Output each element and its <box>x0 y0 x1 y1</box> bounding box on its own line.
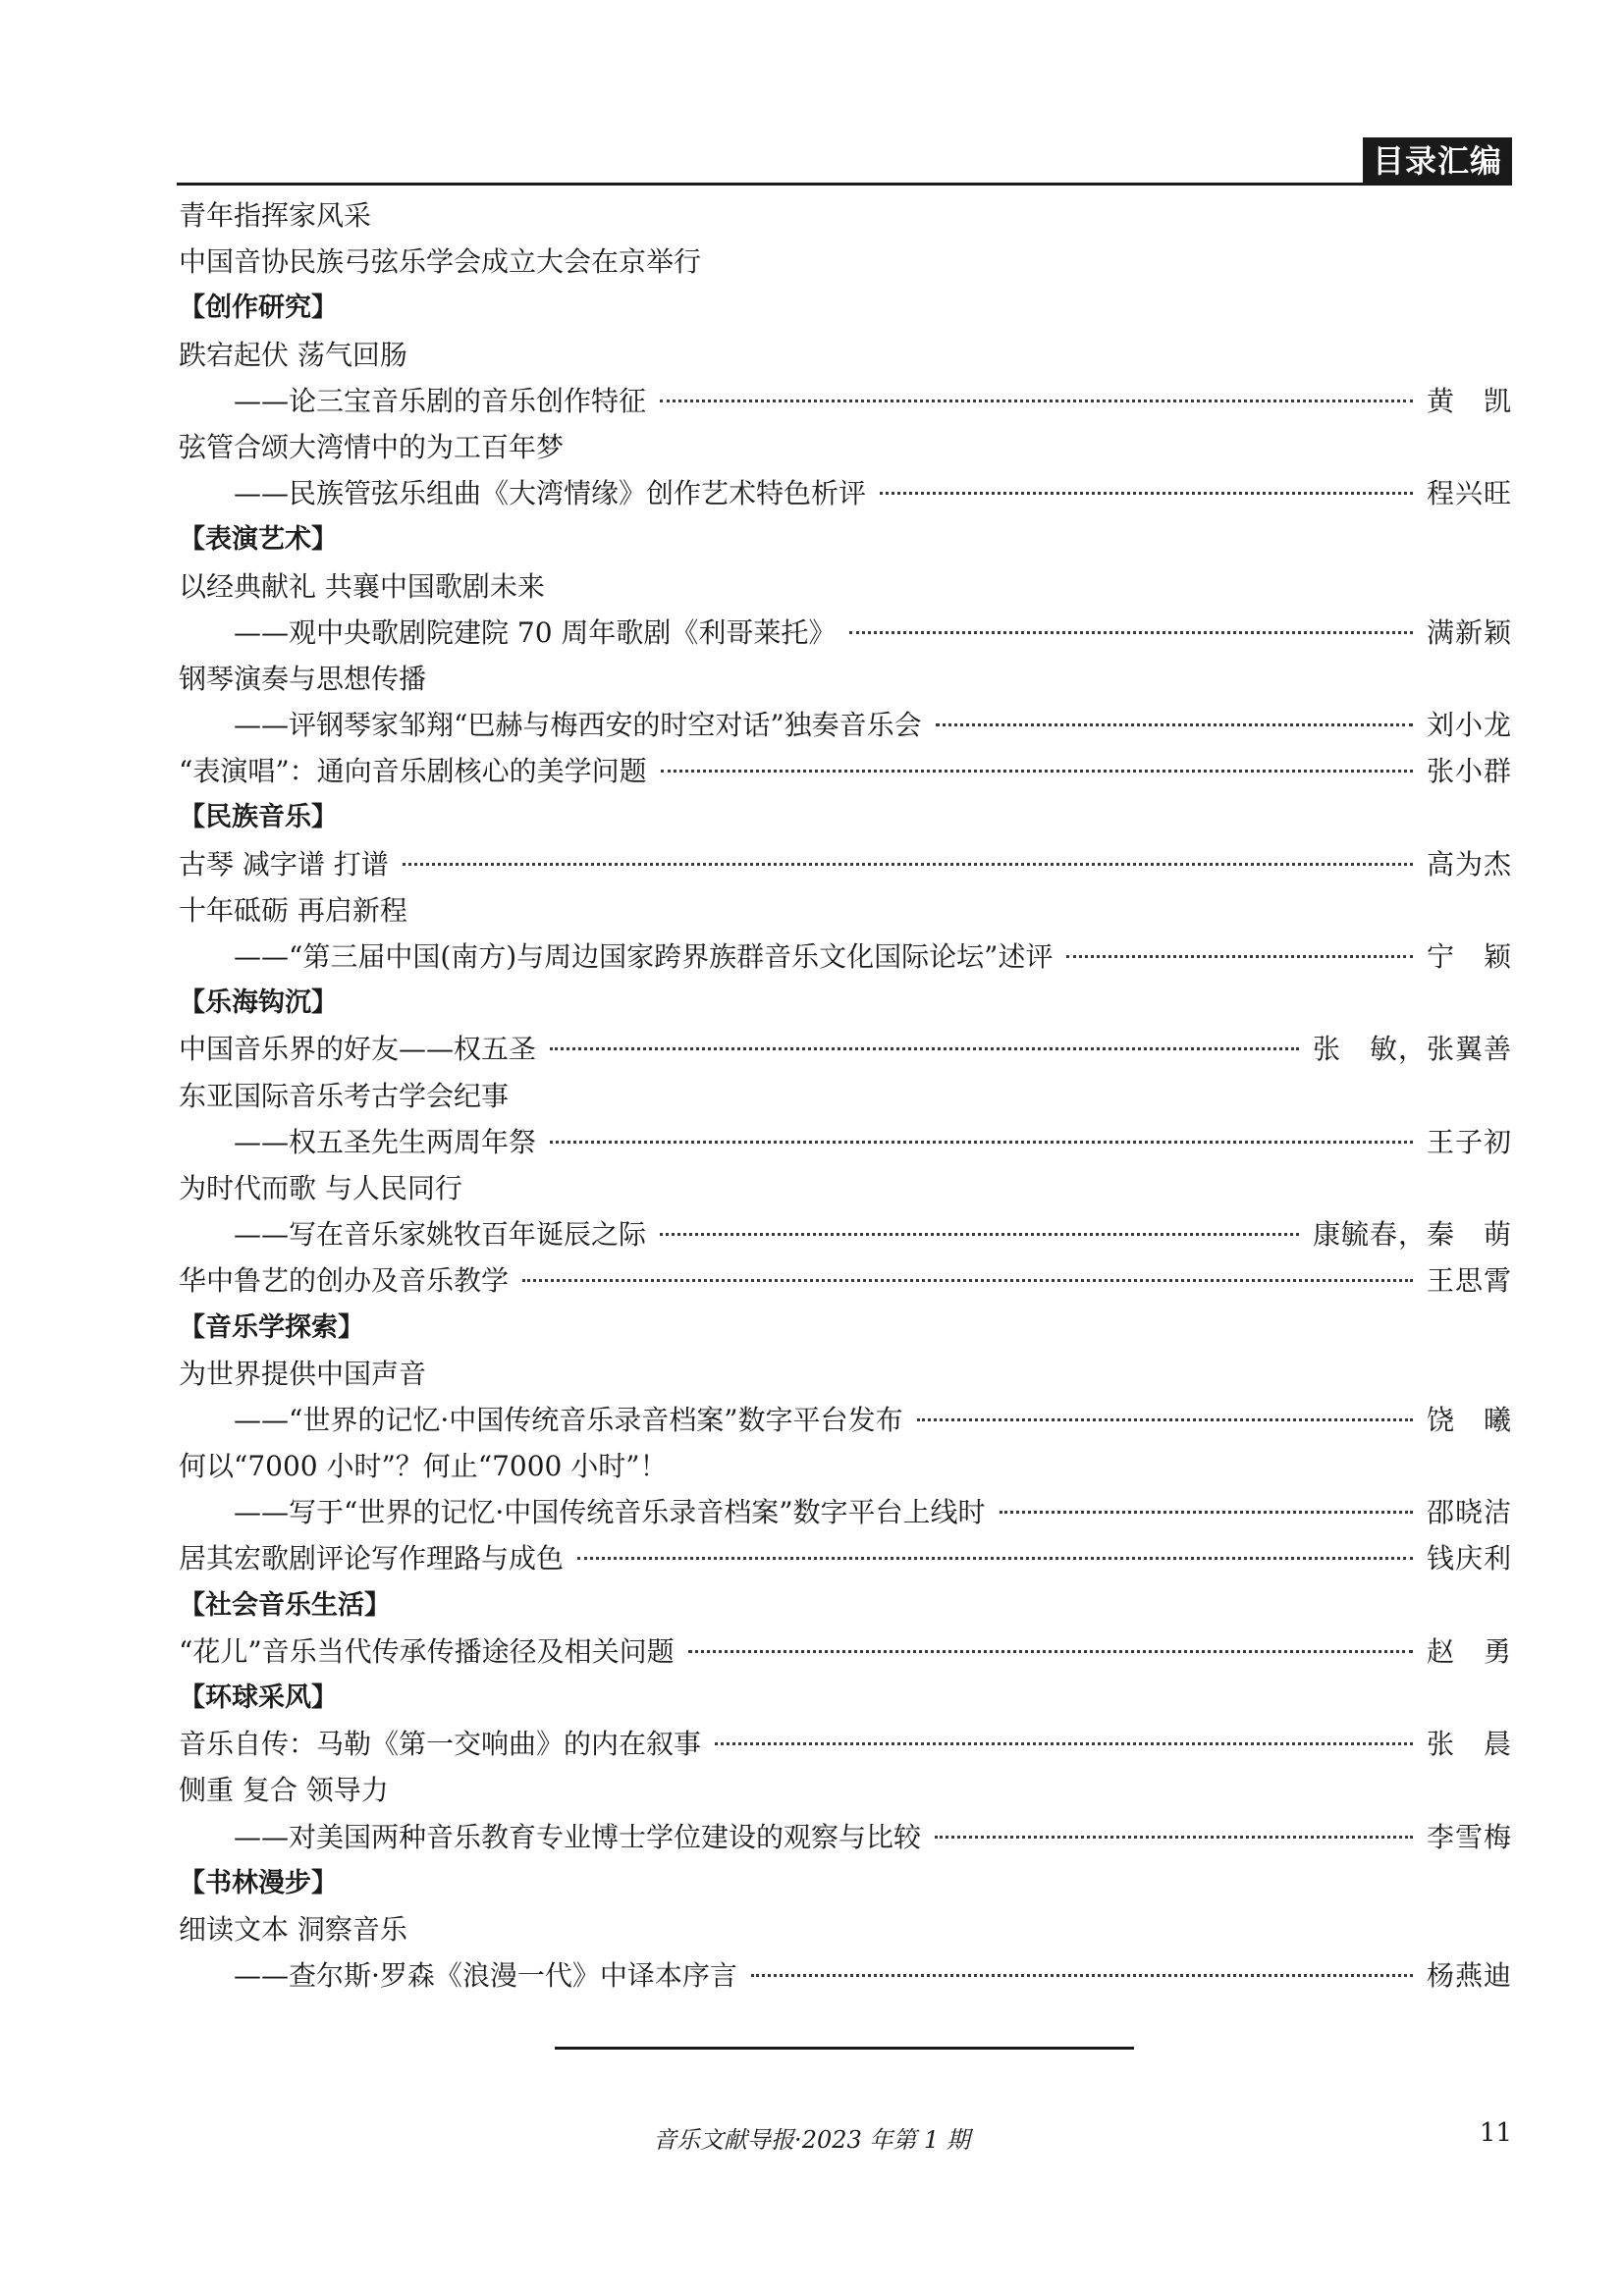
entry-title: 华中鲁艺的创办及音乐教学 <box>179 1264 510 1298</box>
toc-entry <box>179 1073 1512 1119</box>
entry-author: 满新颖 <box>1426 615 1512 649</box>
toc-entry <box>179 1026 1512 1072</box>
entry-title: 细读文本 洞察音乐 <box>179 1912 407 1946</box>
toc-entry <box>179 1721 1512 1767</box>
entry-author: 高为杰 <box>1426 847 1512 881</box>
dot-leader <box>880 475 1413 503</box>
dot-leader <box>1066 938 1413 966</box>
header-rule <box>177 183 1512 186</box>
entry-author: 饶 曦 <box>1426 1403 1512 1436</box>
dot-leader <box>715 1726 1413 1753</box>
entry-author: 程兴旺 <box>1426 477 1512 510</box>
section-heading <box>179 1675 1512 1721</box>
entry-author: 张 敏，张翼善 <box>1312 1033 1512 1066</box>
entry-author: 刘小龙 <box>1426 709 1512 742</box>
entry-title: ——“世界的记忆·中国传统音乐录音档案”数字平台发布 <box>179 1403 903 1436</box>
page-number: 11 <box>1479 2118 1512 2148</box>
section-title: 【创作研究】 <box>179 293 338 324</box>
dot-leader <box>1000 1494 1413 1522</box>
entry-title: ——论三宝音乐剧的音乐创作特征 <box>179 384 647 417</box>
dot-leader <box>849 614 1413 642</box>
entry-author: 邵晓洁 <box>1426 1496 1512 1529</box>
section-title: 【社会音乐生活】 <box>179 1589 391 1621</box>
toc-entry <box>179 563 1512 610</box>
toc-entry <box>179 470 1512 516</box>
dot-leader <box>935 1819 1413 1846</box>
entry-title: 十年砥砺 再启新程 <box>179 893 407 927</box>
dot-leader <box>522 1262 1413 1290</box>
entry-title: 为时代而歌 与人民同行 <box>179 1171 462 1204</box>
entry-title: 侧重 复合 领导力 <box>179 1774 389 1807</box>
toc-entry <box>179 1397 1512 1443</box>
entry-title: 东亚国际音乐考古学会纪事 <box>179 1079 510 1112</box>
section-heading <box>179 285 1512 331</box>
toc-entry <box>179 887 1512 934</box>
dot-leader <box>936 707 1413 734</box>
entry-title: “表演唱”：通向音乐剧核心的美学问题 <box>179 755 647 788</box>
toc-entry <box>179 656 1512 702</box>
toc-entry <box>179 702 1512 748</box>
entry-author: 黄 凯 <box>1426 384 1512 417</box>
toc-entry <box>179 1814 1512 1860</box>
toc-entry <box>179 1351 1512 1397</box>
toc-entry <box>179 192 1512 239</box>
dot-leader <box>660 383 1413 410</box>
dot-leader <box>917 1402 1413 1429</box>
section-title: 【民族音乐】 <box>179 802 338 833</box>
dot-leader <box>577 1540 1413 1568</box>
toc-entry <box>179 934 1512 980</box>
toc-entry <box>179 1257 1512 1304</box>
section-heading <box>179 1582 1512 1629</box>
entry-author: 赵 勇 <box>1426 1634 1512 1668</box>
dot-leader <box>660 1216 1299 1244</box>
entry-title: ——对美国两种音乐教育专业博士学位建设的观察与比较 <box>179 1820 922 1853</box>
entry-title: 弦管合颂大湾情中的为工百年梦 <box>179 430 565 463</box>
entry-title: ——观中央歌剧院建院 70 周年歌剧《利哥莱托》 <box>179 615 837 649</box>
entry-title: 以经典献礼 共襄中国歌剧未来 <box>179 569 545 603</box>
dot-leader <box>688 1633 1413 1661</box>
toc-entry <box>179 424 1512 470</box>
toc-entry <box>179 1489 1512 1535</box>
section-heading <box>179 1305 1512 1351</box>
entry-title: 中国音乐界的好友——权五圣 <box>179 1033 537 1066</box>
section-heading <box>179 794 1512 840</box>
toc-entry <box>179 1211 1512 1257</box>
section-heading <box>179 1860 1512 1906</box>
section-title: 【乐海钩沉】 <box>179 988 338 1019</box>
dot-leader <box>661 753 1413 780</box>
entry-title: 跌宕起伏 荡气回肠 <box>179 338 407 371</box>
toc-entry <box>179 1443 1512 1489</box>
entry-author: 杨燕迪 <box>1426 1959 1512 1993</box>
toc-entry <box>179 1629 1512 1675</box>
entry-title: ——评钢琴家邹翔“巴赫与梅西安的时空对话”独奏音乐会 <box>179 709 922 742</box>
entry-title: ——民族管弦乐组曲《大湾情缘》创作艺术特色析评 <box>179 477 867 510</box>
entry-title: 中国音协民族弓弦乐学会成立大会在京举行 <box>179 245 702 279</box>
entry-author: 钱庆利 <box>1426 1542 1512 1575</box>
entry-author: 王子初 <box>1426 1125 1512 1158</box>
entry-author: 李雪梅 <box>1426 1820 1512 1853</box>
toc-entry <box>179 1535 1512 1581</box>
entry-title: 音乐自传：马勒《第一交响曲》的内在叙事 <box>179 1728 702 1761</box>
dot-leader <box>550 1124 1413 1151</box>
dot-leader <box>403 846 1413 874</box>
entry-author: 康毓春，秦 萌 <box>1312 1218 1512 1252</box>
section-title: 【音乐学探索】 <box>179 1311 364 1343</box>
toc-entry <box>179 378 1512 424</box>
entry-title: 何以“7000 小时”？何止“7000 小时”！ <box>179 1450 668 1483</box>
entry-title: 古琴 减字谱 打谱 <box>179 847 389 881</box>
toc-entry <box>179 332 1512 378</box>
section-title: 【书林漫步】 <box>179 1867 338 1898</box>
toc-entry <box>179 1952 1512 1999</box>
toc-entry <box>179 1906 1512 1952</box>
toc-entry <box>179 1767 1512 1813</box>
entry-author: 张小群 <box>1426 755 1512 788</box>
table-of-contents <box>179 192 1512 1999</box>
entry-title: “花儿”音乐当代传承传播途径及相关问题 <box>179 1634 675 1668</box>
entry-title: 青年指挥家风采 <box>179 199 372 232</box>
toc-entry <box>179 610 1512 656</box>
dot-leader <box>751 1957 1413 1985</box>
entry-author: 宁 颖 <box>1426 940 1512 973</box>
entry-title: 居其宏歌剧评论写作理路与成色 <box>179 1542 565 1575</box>
entry-author: 张 晨 <box>1426 1728 1512 1761</box>
toc-entry <box>179 1119 1512 1165</box>
entry-title: ——“第三届中国(南方)与周边国家跨界族群音乐文化国际论坛”述评 <box>179 940 1054 973</box>
entry-title: ——权五圣先生两周年祭 <box>179 1125 537 1158</box>
entry-title: 为世界提供中国声音 <box>179 1357 427 1390</box>
section-title: 【表演艺术】 <box>179 524 338 556</box>
entry-title: ——写于“世界的记忆·中国传统音乐录音档案”数字平台上线时 <box>179 1496 986 1529</box>
section-heading <box>179 980 1512 1026</box>
section-heading <box>179 516 1512 562</box>
journal-footer: 音乐文献导报·2023 年第 1 期 <box>653 2126 970 2154</box>
entry-title: ——查尔斯·罗森《浪漫一代》中译本序言 <box>179 1959 737 1993</box>
toc-entry <box>179 1165 1512 1211</box>
entry-title: ——写在音乐家姚牧百年诞辰之际 <box>179 1218 647 1252</box>
toc-entry <box>179 239 1512 285</box>
toc-entry <box>179 841 1512 887</box>
footer-rule <box>555 2047 1134 2050</box>
section-title: 【环球采风】 <box>179 1682 338 1713</box>
entry-author: 王思霄 <box>1426 1264 1512 1298</box>
dot-leader <box>550 1031 1299 1058</box>
toc-entry <box>179 748 1512 794</box>
section-header-badge: 目录汇编 <box>1363 137 1512 185</box>
entry-title: 钢琴演奏与思想传播 <box>179 662 427 695</box>
